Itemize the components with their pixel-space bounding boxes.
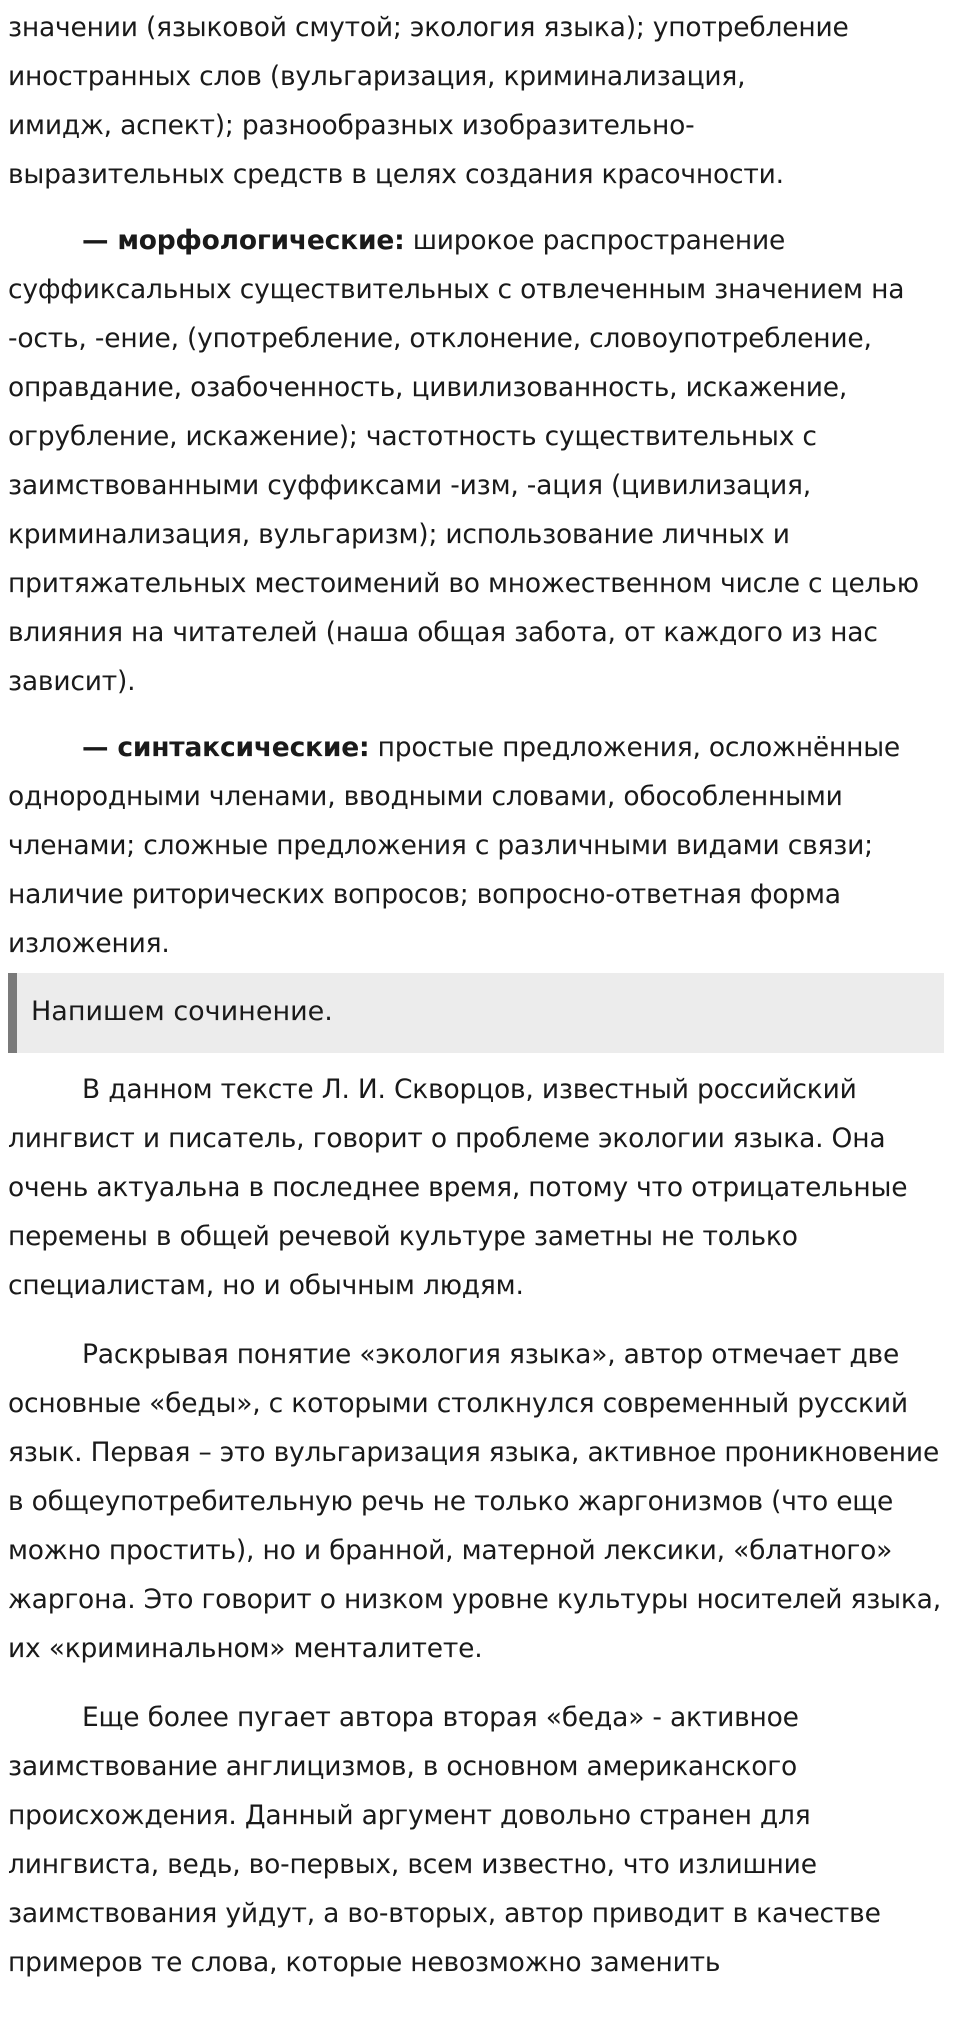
essay-block <box>8 1065 954 1987</box>
essay-paragraph-3: Еще более пугает автора вторая «беда» - активное заимствование англицизмов, в основном американского происхождения. Данный аргумент довольно странен для лингвиста, ведь, во-первых, всем известно, что излишние заимствования уйдут, а во-вторых, автор приводит в качестве примеров те слова, которые невозможно заменить <box>8 1702 881 1978</box>
essay-paragraph-2: Раскрывая понятие «экология языка», автор отмечает две основные «беды», с которыми столкнулся современный русский язык. Первая – это вульгаризация языка, активное проникновение в общеупотребительную речь не только жаргонизмов (что еще можно простить), но и бранной, матерной лексики, «блатного» жаргона. Это говорит о низком уровне культуры носителей языка, их «криминальном» менталитете. <box>8 1339 941 1664</box>
morphological-text: широкое распространение суффиксальных существительных с отвлеченным значением на -ость, -ение, (употребление, отклонение, словоупотребление, оправдание, озабоченность, цивилизованность, искажение, огрубление, искажение); частотность существительных с заимствованными суффиксами -изм, -ация (цивилизация, криминализация, вульгаризм); использование личных и притяжательных местоимений во множественном числе с целью влияния на читателей (наша общая забота, от каждого из нас зависит). <box>8 225 919 697</box>
continuation-line: значении (языковой смутой; экология языка); употребление <box>8 12 849 43</box>
syntactic-paragraph <box>8 723 954 968</box>
continuation-line: выразительных средств в целях создания красочности. <box>8 159 784 190</box>
continuation-line: иностранных слов (вульгаризация, криминализация, <box>8 61 746 92</box>
section-heading-box <box>8 973 944 1053</box>
section-heading: Напишем сочинение. <box>31 996 333 1027</box>
syntactic-lead: — синтаксические: <box>82 732 370 763</box>
continuation-paragraph <box>8 3 954 199</box>
essay-paragraph-1: В данном тексте Л. И. Скворцов, известный российский лингвист и писатель, говорит о проблеме экологии языка. Она очень актуальна в последнее время, потому что отрицательные перемены в общей речевой культуре заметны не только специалистам, но и обычным людям. <box>8 1074 908 1301</box>
continuation-line: имидж, аспект); разнообразных изобразительно- <box>8 110 695 141</box>
morphological-lead: — морфологические: <box>82 225 405 256</box>
upper-text-block <box>8 3 954 968</box>
morphological-paragraph <box>8 216 954 706</box>
syntactic-text: простые предложения, осложнённые однородными членами, вводными словами, обособленными членами; сложные предложения с различными видами связи; наличие риторических вопросов; вопросно-ответная форма изложения. <box>8 732 901 959</box>
